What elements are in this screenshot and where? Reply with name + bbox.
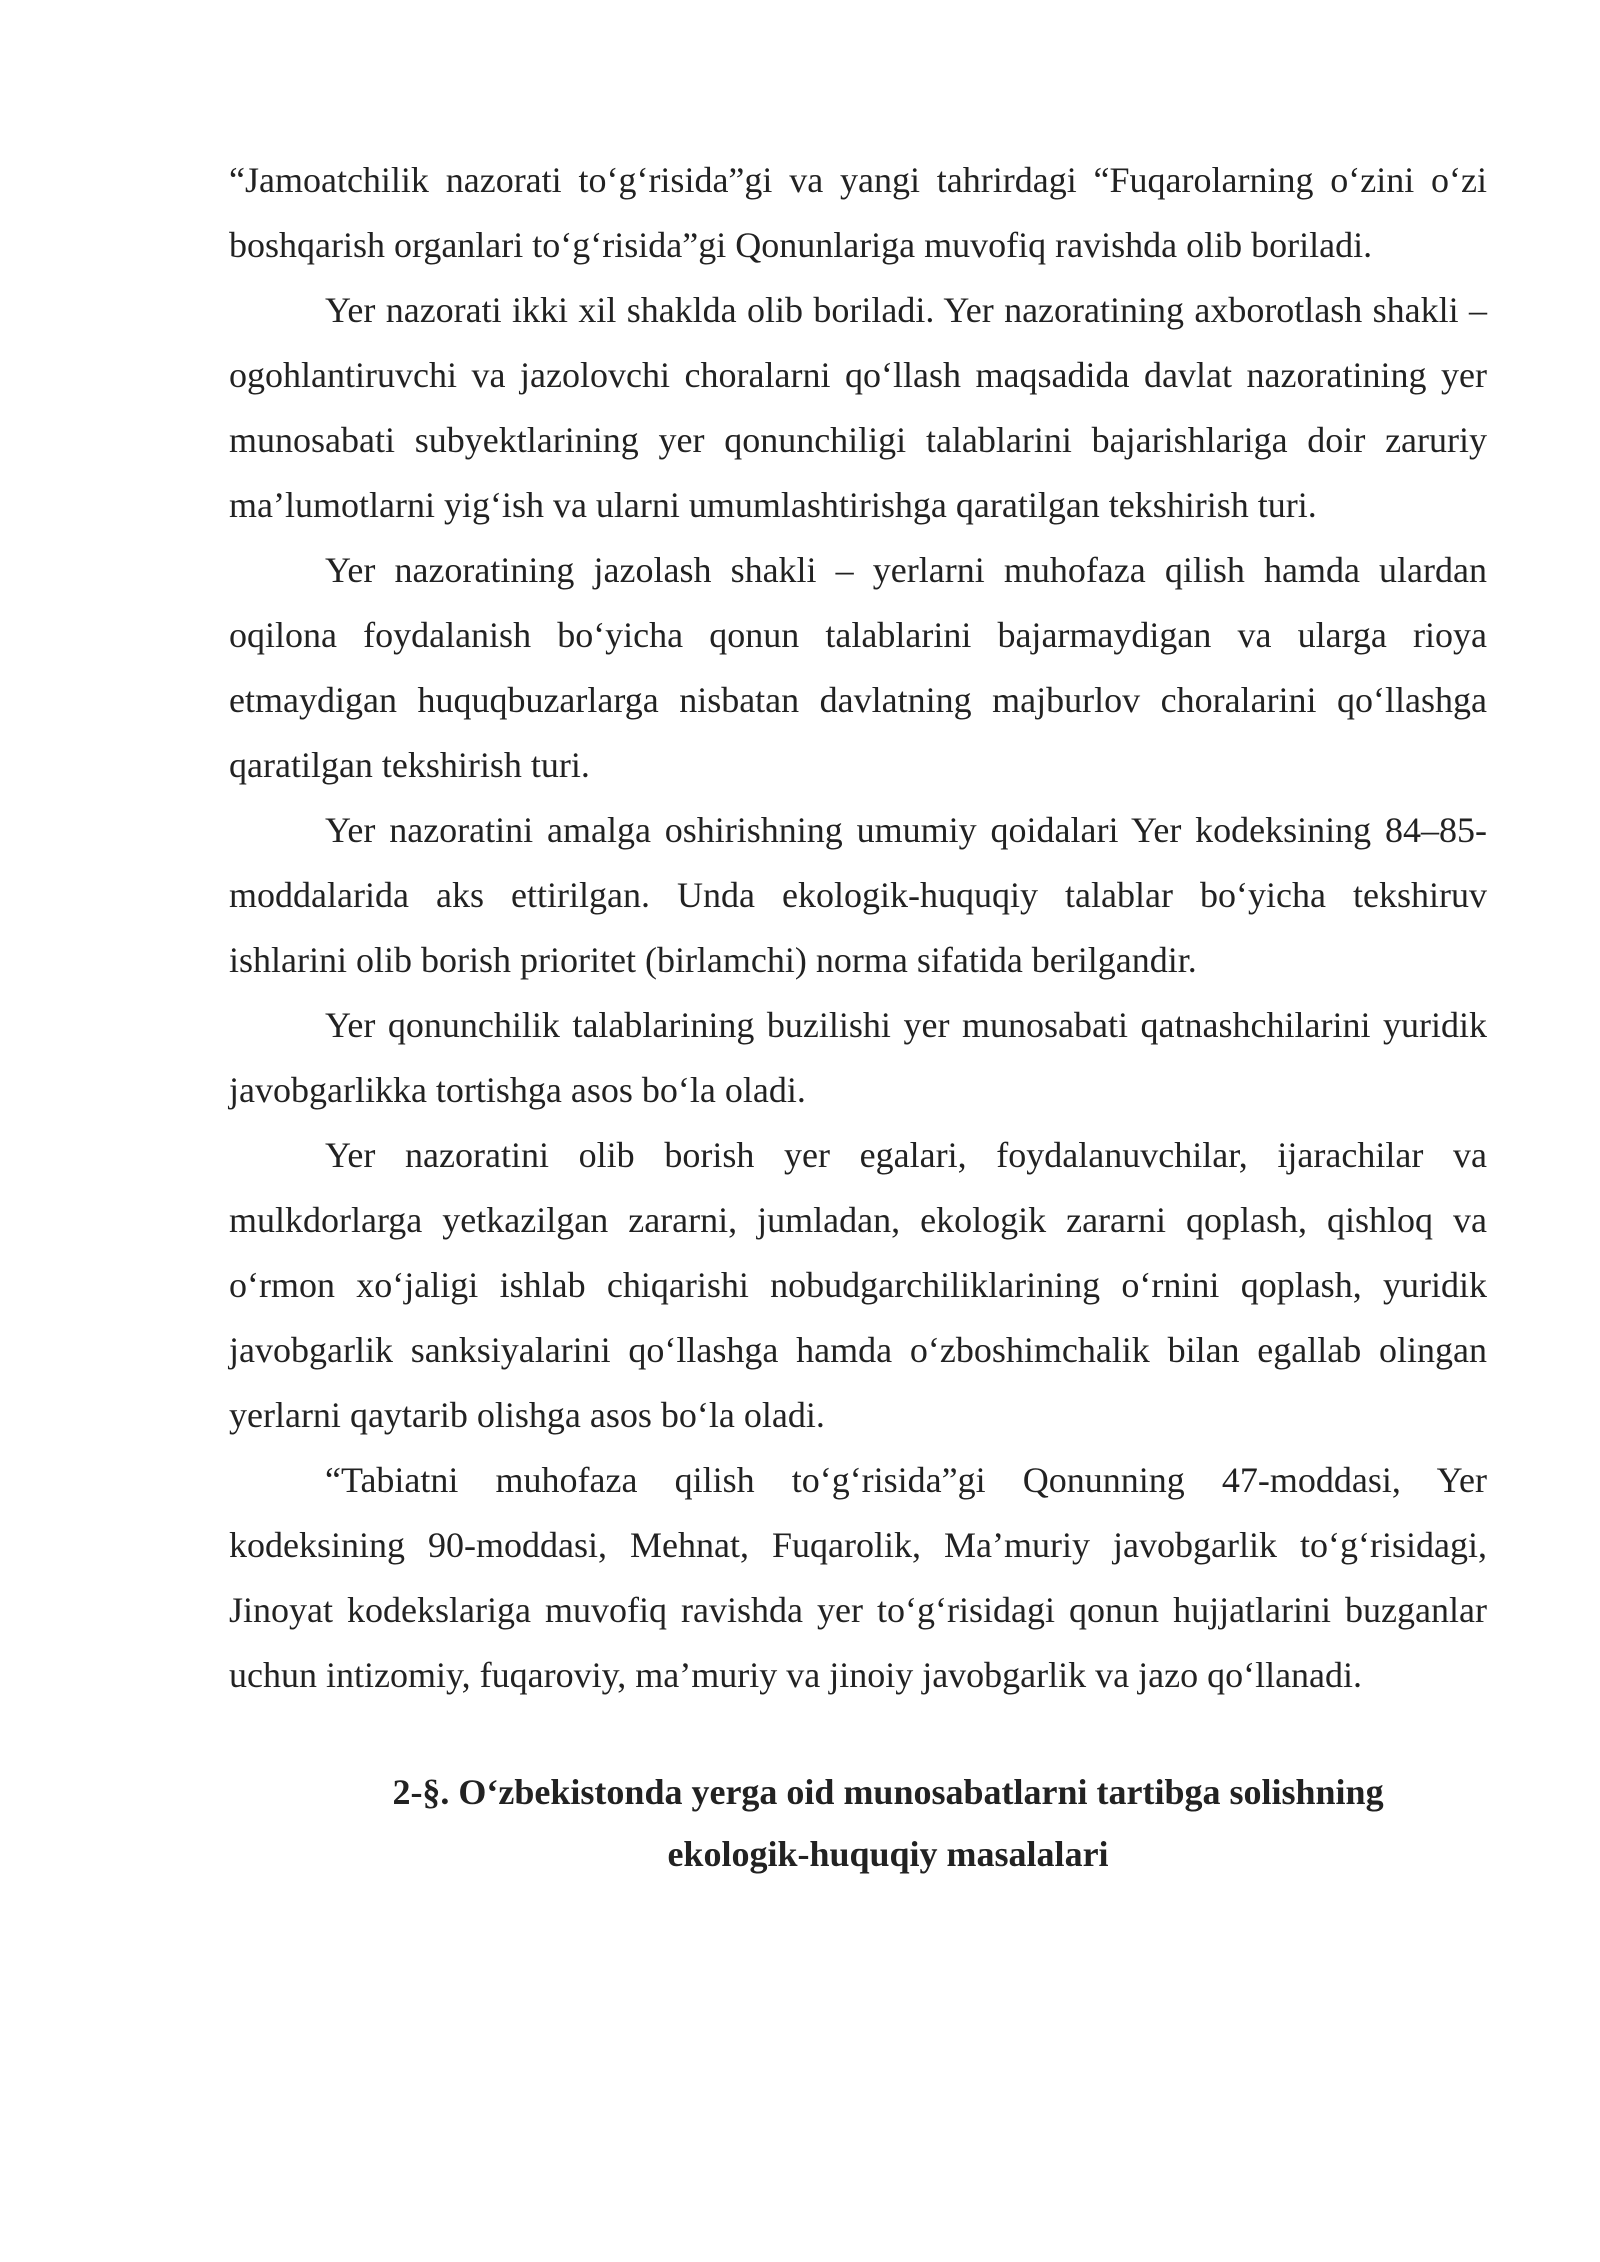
paragraph-violations: Yer qonunchilik talablarining buzilishi yer munosabati qatnashchilarini yuridik javobgarlikka tortishga asos bo‘la oladi. — [229, 1005, 1487, 1110]
paragraph-general-rules: Yer nazoratini amalga oshirishning umumiy qoidalari Yer kodeksining 84–85-moddalarida aks ettirilgan. Unda ekologik-huquqiy talablar bo‘yicha tekshiruv ishlarini olib borish prioritet (birlamchi) norma sifatida berilgandir. — [229, 810, 1487, 980]
paragraph-liability: “Tabiatni muhofaza qilish to‘g‘risida”gi Qonunning 47-moddasi, Yer kodeksining 90-moddasi, Mehnat, Fuqarolik, Ma’muriy javobgarlik to‘g‘risidagi, Jinoyat kodekslariga muvofiq ravishda yer to‘g‘risidagi qonun hujjatlarini buzganlar uchun intizomiy, fuqaroviy, ma’muriy va jinoiy javobgarlik va jazo qo‘llanadi. — [229, 1460, 1487, 1695]
section-heading-line-1: 2-§. O‘zbekistonda yerga oid munosabatlarni tartibga solishning — [392, 1772, 1384, 1812]
section-heading — [229, 1761, 1487, 1885]
paragraph-continuation: “Jamoatchilik nazorati to‘g‘risida”gi va yangi tahrirdagi “Fuqarolarning o‘zini o‘zi boshqarish organlari to‘g‘risida”gi Qonunlariga muvofiq ravishda olib boriladi. — [229, 160, 1487, 265]
paragraph-control-forms: Yer nazorati ikki xil shaklda olib boriladi. Yer nazoratining axborotlash shakli – ogohlantiruvchi va jazolovchi choralarni qo‘llash maqsadida davlat nazoratining yer munosabati subyektlarining yer qonunchiligi talablarini bajarishlariga doir zaruriy ma’lumotlarni yig‘ish va ularni umumlashtirishga qaratilgan tekshirish turi. — [229, 290, 1487, 525]
section-heading-line-2: ekologik-huquqiy masalalari — [667, 1834, 1109, 1874]
paragraph-punitive-form: Yer nazoratining jazolash shakli – yerlarni muhofaza qilish hamda ulardan oqilona foydalanish bo‘yicha qonun talablarini bajarmaydigan va ularga rioya etmaydigan huquqbuzarlarga nisbatan davlatning majburlov choralarini qo‘llashga qaratilgan tekshirish turi. — [229, 550, 1487, 785]
paragraph-compensation: Yer nazoratini olib borish yer egalari, foydalanuvchilar, ijarachilar va mulkdorlarga yetkazilgan zararni, jumladan, ekologik zararni qoplash, qishloq va o‘rmon xo‘jaligi ishlab chiqarishi nobudgarchiliklarining o‘rnini qoplash, yuridik javobgarlik sanksiyalarini qo‘llashga hamda o‘zboshimchalik bilan egallab olingan yerlarni qaytarib olishga asos bo‘la oladi. — [229, 1135, 1487, 1435]
document-page — [229, 148, 1487, 1885]
